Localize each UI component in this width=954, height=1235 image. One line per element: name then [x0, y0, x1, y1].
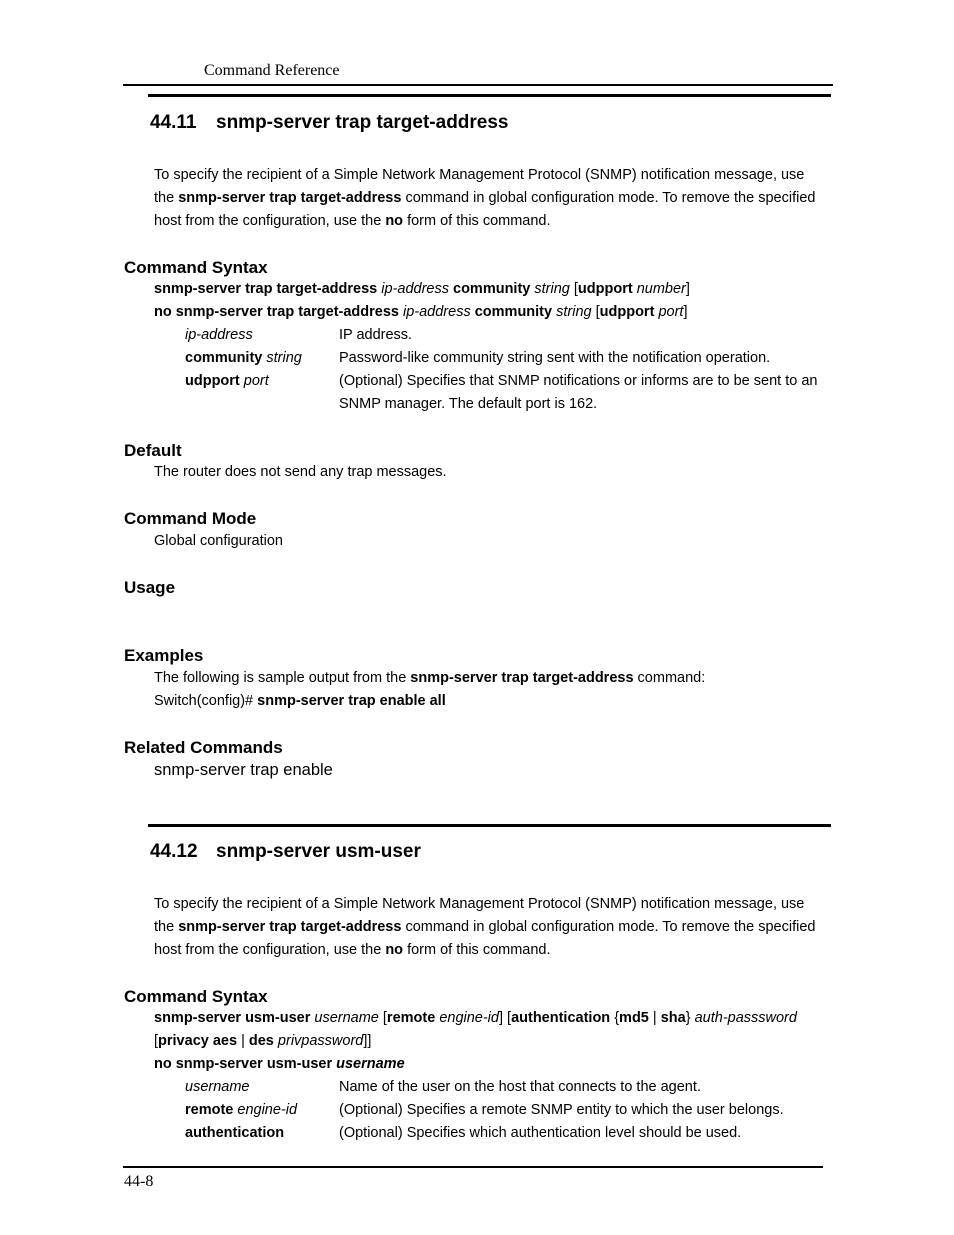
syntax-line: snmp-server usm-user username [remote engine-id] [authentication {md5 | sha} auth-passsword [154, 1010, 797, 1026]
param-description: Name of the user on the host that connects to the agent. [339, 1079, 701, 1095]
usage-heading: Usage [124, 578, 176, 597]
section-number: 44.12 [150, 841, 198, 862]
param-name: authentication [185, 1125, 285, 1141]
command-syntax-heading: Command Syntax [124, 987, 268, 1006]
example-line: Switch(config)# snmp-server trap enable all [154, 693, 446, 709]
section-title: snmp-server trap target-address [216, 112, 509, 133]
param-description: Password-like community string sent with the notification operation. [339, 350, 771, 366]
intro-line: the snmp-server trap target-address command in global configuration mode. To remove the specified [154, 190, 816, 206]
intro-line: host from the configuration, use the no form of this command. [154, 942, 551, 958]
param-description: SNMP manager. The default port is 162. [339, 396, 598, 412]
running-header: Command Reference [204, 62, 340, 79]
param-name: community string [185, 350, 302, 366]
default-heading: Default [124, 441, 182, 460]
section-rule [148, 824, 831, 827]
section-number: 44.11 [150, 112, 197, 133]
section-heading [150, 841, 421, 863]
section-rule [148, 94, 831, 97]
intro-line: To specify the recipient of a Simple Network Management Protocol (SNMP) notification message, use [154, 896, 805, 912]
header-rule [123, 84, 833, 86]
param-description: (Optional) Specifies which authentication level should be used. [339, 1125, 742, 1141]
param-description: (Optional) Specifies that SNMP notifications or informs are to be sent to an [339, 373, 818, 389]
param-description: (Optional) Specifies a remote SNMP entity to which the user belongs. [339, 1102, 784, 1118]
default-text: The router does not send any trap messages. [154, 464, 447, 480]
command-mode-text: Global configuration [154, 533, 283, 549]
syntax-line: [privacy aes | des privpassword]] [154, 1033, 372, 1049]
page-number: 44-8 [124, 1173, 154, 1190]
syntax-line: no snmp-server trap target-address ip-address community string [udpport port] [154, 304, 688, 320]
related-commands-heading: Related Commands [124, 738, 283, 757]
footer-rule [123, 1166, 823, 1168]
intro-line: host from the configuration, use the no form of this command. [154, 213, 551, 229]
syntax-line: snmp-server trap target-address ip-address community string [udpport number] [154, 281, 690, 297]
param-name: udpport port [185, 373, 269, 389]
related-command-link[interactable]: snmp-server trap enable [154, 761, 333, 779]
section-title: snmp-server usm-user [216, 841, 421, 862]
param-name: ip-address [185, 327, 253, 343]
example-line: The following is sample output from the snmp-server trap target-address command: [154, 670, 706, 686]
intro-line: the snmp-server trap target-address command in global configuration mode. To remove the specified [154, 919, 816, 935]
param-name: username [185, 1079, 250, 1095]
param-description: IP address. [339, 327, 413, 343]
intro-line: To specify the recipient of a Simple Network Management Protocol (SNMP) notification message, use [154, 167, 805, 183]
command-syntax-heading: Command Syntax [124, 258, 268, 277]
syntax-line: no snmp-server usm-user username [154, 1056, 405, 1072]
examples-heading: Examples [124, 646, 204, 665]
param-name: remote engine-id [185, 1102, 298, 1118]
command-mode-heading: Command Mode [124, 509, 257, 528]
section-heading [150, 112, 509, 134]
